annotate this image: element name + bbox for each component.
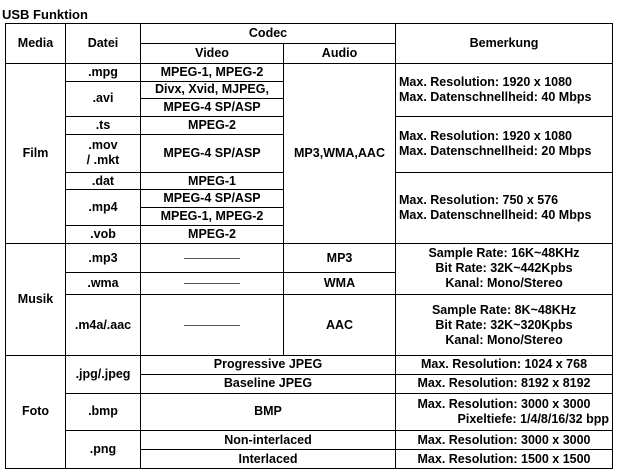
remark-line: Kanal: Mono/Stereo bbox=[445, 332, 563, 347]
audio-cell: WMA bbox=[284, 273, 396, 295]
remark-line: Sample Rate: 8K~48KHz bbox=[431, 302, 577, 317]
remark-cell: Max. Resolution: 3000 x 3000 bbox=[396, 431, 613, 450]
usb-function-table bbox=[5, 23, 613, 469]
datei-cell: .jpg/.jpeg bbox=[66, 355, 141, 393]
datei-cell: .mpg bbox=[66, 63, 141, 81]
video-cell: MPEG-2 bbox=[141, 117, 284, 135]
datei-cell: .ts bbox=[66, 117, 141, 135]
dash-divider bbox=[184, 258, 240, 259]
video-cell: MPEG-1 bbox=[141, 172, 284, 190]
remark-line: Max. Datenschnellheid: 40 Mbps bbox=[399, 207, 592, 222]
video-cell: Divx, Xvid, MJPEG, bbox=[141, 81, 284, 99]
header-audio: Audio bbox=[284, 43, 396, 63]
datei-cell: .vob bbox=[66, 226, 141, 244]
codec-cell: Progressive JPEG bbox=[141, 355, 396, 374]
codec-cell: BMP bbox=[141, 393, 396, 431]
remark-line: Bit Rate: 32K~442Kpbs bbox=[435, 261, 573, 276]
datei-cell: .bmp bbox=[66, 393, 141, 431]
remark-line: Bit Rate: 32K~320Kpbs bbox=[435, 317, 573, 332]
remark-line: Max. Datenschnellheid: 20 Mbps bbox=[399, 144, 592, 159]
datei-cell: .mp3 bbox=[66, 243, 141, 272]
datei-cell: .dat bbox=[66, 172, 141, 190]
remark-line: Max. Resolution: 1920 x 1080 bbox=[399, 129, 573, 144]
video-cell: MPEG-4 SP/ASP bbox=[141, 134, 284, 172]
media-foto: Foto bbox=[6, 355, 66, 468]
video-cell: MPEG-2 bbox=[141, 226, 284, 244]
codec-cell: Interlaced bbox=[141, 450, 396, 469]
header-row bbox=[6, 24, 613, 44]
datei-cell: .mp4 bbox=[66, 190, 141, 226]
dash-divider bbox=[184, 325, 240, 326]
remark-line: Kanal: Mono/Stereo bbox=[445, 276, 563, 291]
remark-cell bbox=[396, 243, 613, 294]
remark-line: Pixeltiefe: 1/4/8/16/32 bpp bbox=[457, 411, 610, 426]
remark-cell: Max. Resolution: 1500 x 1500 bbox=[396, 450, 613, 469]
remark-cell: Max. Resolution: 1024 x 768 bbox=[396, 355, 613, 374]
dash-divider bbox=[184, 283, 240, 284]
remark-cell bbox=[396, 393, 613, 431]
remark-line: Sample Rate: 16K~48KHz bbox=[428, 246, 580, 261]
remark-line: Max. Resolution: 1920 x 1080 bbox=[399, 74, 573, 89]
header-bemerkung: Bemerkung bbox=[396, 24, 613, 64]
remark-line: Max. Resolution: 3000 x 3000 bbox=[417, 396, 591, 411]
datei-cell: .wma bbox=[66, 273, 141, 295]
datei-line: .mov bbox=[88, 138, 118, 153]
remark-cell bbox=[396, 117, 613, 172]
remark-cell: Max. Resolution: 8192 x 8192 bbox=[396, 374, 613, 393]
remark-cell bbox=[396, 63, 613, 116]
video-cell bbox=[141, 243, 284, 272]
table-row bbox=[6, 355, 613, 374]
datei-line: / .mkt bbox=[86, 153, 120, 168]
audio-cell: MP3 bbox=[284, 243, 396, 272]
remark-cell bbox=[396, 295, 613, 356]
remark-line: Max. Datenschnellheid: 40 Mbps bbox=[399, 89, 592, 104]
video-cell bbox=[141, 273, 284, 295]
media-film: Film bbox=[6, 63, 66, 243]
datei-cell: .m4a/.aac bbox=[66, 295, 141, 356]
film-audio-cell: MP3,WMA,AAC bbox=[284, 63, 396, 243]
table-row bbox=[6, 295, 613, 356]
page-title: USB Funktion bbox=[2, 7, 88, 22]
codec-cell: Baseline JPEG bbox=[141, 374, 396, 393]
header-datei: Datei bbox=[66, 24, 141, 64]
header-media: Media bbox=[6, 24, 66, 64]
codec-cell: Non-interlaced bbox=[141, 431, 396, 450]
table-row bbox=[6, 393, 613, 431]
video-cell: MPEG-1, MPEG-2 bbox=[141, 208, 284, 226]
media-musik: Musik bbox=[6, 243, 66, 355]
table-row bbox=[6, 63, 613, 81]
video-cell: MPEG-1, MPEG-2 bbox=[141, 63, 284, 81]
remark-line: Max. Resolution: 750 x 576 bbox=[399, 192, 559, 207]
datei-cell: .avi bbox=[66, 81, 141, 117]
video-cell: MPEG-4 SP/ASP bbox=[141, 99, 284, 117]
table-row bbox=[6, 431, 613, 450]
datei-cell: .png bbox=[66, 431, 141, 469]
remark-cell bbox=[396, 172, 613, 243]
video-cell bbox=[141, 295, 284, 356]
header-codec: Codec bbox=[141, 24, 396, 44]
table-row bbox=[6, 243, 613, 272]
header-video: Video bbox=[141, 43, 284, 63]
datei-cell bbox=[66, 134, 141, 172]
audio-cell: AAC bbox=[284, 295, 396, 356]
video-cell: MPEG-4 SP/ASP bbox=[141, 190, 284, 208]
